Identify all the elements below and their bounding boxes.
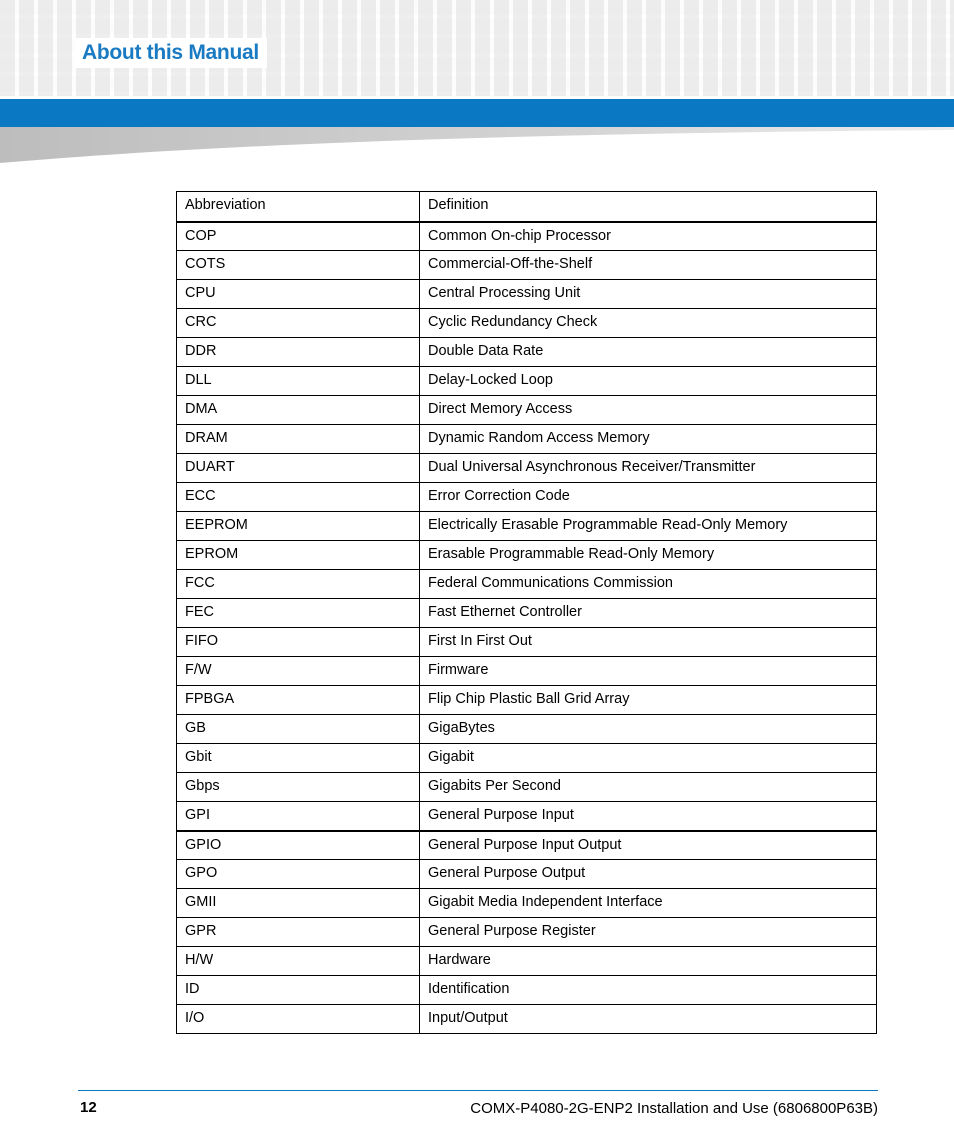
abbreviation-cell: DMA [177,396,420,425]
definition-cell: Gigabits Per Second [420,773,877,802]
header-grey-swoosh [0,127,954,163]
abbreviation-cell: GB [177,715,420,744]
table-header-row [177,192,877,222]
table-row [177,425,877,454]
abbreviation-cell: Gbit [177,744,420,773]
table-row [177,918,877,947]
definition-cell: Commercial-Off-the-Shelf [420,251,877,280]
section-title: About this Manual [74,38,267,68]
abbreviation-cell: DUART [177,454,420,483]
definition-cell: Central Processing Unit [420,280,877,309]
definition-cell: Cyclic Redundancy Check [420,309,877,338]
header-blue-band [0,99,954,127]
abbreviation-cell: FCC [177,570,420,599]
abbreviation-cell: GPIO [177,831,420,860]
abbreviation-cell: DDR [177,338,420,367]
definition-cell: Identification [420,976,877,1005]
table-row [177,744,877,773]
abbreviation-cell: CRC [177,309,420,338]
abbreviation-cell: FEC [177,599,420,628]
abbreviation-cell: DLL [177,367,420,396]
abbreviation-cell: F/W [177,657,420,686]
table-row [177,338,877,367]
definition-cell: Federal Communications Commission [420,570,877,599]
table-row [177,309,877,338]
definition-cell: General Purpose Register [420,918,877,947]
abbreviation-table [176,191,877,1034]
page-number: 12 [80,1099,97,1116]
abbreviation-cell: DRAM [177,425,420,454]
table-row [177,947,877,976]
definition-cell: Erasable Programmable Read-Only Memory [420,541,877,570]
table-row [177,367,877,396]
table-row [177,628,877,657]
table-row [177,1005,877,1034]
abbreviation-cell: COTS [177,251,420,280]
table-row [177,773,877,802]
table-row [177,715,877,744]
table-row [177,251,877,280]
table-row [177,396,877,425]
abbreviation-cell: H/W [177,947,420,976]
definition-cell: General Purpose Input Output [420,831,877,860]
definition-cell: General Purpose Output [420,860,877,889]
abbreviation-cell: ECC [177,483,420,512]
definition-cell: Gigabit Media Independent Interface [420,889,877,918]
definition-cell: Delay-Locked Loop [420,367,877,396]
definition-cell: GigaBytes [420,715,877,744]
table-row [177,976,877,1005]
table-row [177,802,877,831]
table-row [177,657,877,686]
footer-rule [78,1090,878,1091]
definition-cell: Common On-chip Processor [420,222,877,251]
definition-cell: First In First Out [420,628,877,657]
table-row [177,570,877,599]
definition-cell: Double Data Rate [420,338,877,367]
definition-cell: Dynamic Random Access Memory [420,425,877,454]
definition-cell: Hardware [420,947,877,976]
table-row [177,541,877,570]
definition-cell: Firmware [420,657,877,686]
table-row [177,454,877,483]
abbreviation-cell: FPBGA [177,686,420,715]
table-row [177,860,877,889]
abbreviation-cell: CPU [177,280,420,309]
column-header-abbreviation: Abbreviation [177,192,420,222]
abbreviation-cell: GMII [177,889,420,918]
table-row [177,222,877,251]
definition-cell: Error Correction Code [420,483,877,512]
table-body [177,222,877,1034]
table-row [177,512,877,541]
abbreviation-cell: GPI [177,802,420,831]
abbreviation-cell: EEPROM [177,512,420,541]
table-row [177,831,877,860]
definition-cell: Electrically Erasable Programmable Read-Only Memory [420,512,877,541]
abbreviation-cell: COP [177,222,420,251]
definition-cell: Flip Chip Plastic Ball Grid Array [420,686,877,715]
table-row [177,686,877,715]
definition-cell: Gigabit [420,744,877,773]
definition-cell: General Purpose Input [420,802,877,831]
definition-cell: Direct Memory Access [420,396,877,425]
abbreviation-cell: I/O [177,1005,420,1034]
definition-cell: Dual Universal Asynchronous Receiver/Transmitter [420,454,877,483]
definition-cell: Input/Output [420,1005,877,1034]
abbreviation-cell: GPR [177,918,420,947]
column-header-definition: Definition [420,192,877,222]
abbreviation-cell: Gbps [177,773,420,802]
abbreviation-cell: ID [177,976,420,1005]
table-row [177,599,877,628]
abbreviation-cell: FIFO [177,628,420,657]
document-title: COMX-P4080-2G-ENP2 Installation and Use (6806800P63B) [470,1100,878,1117]
table-row [177,889,877,918]
abbreviation-cell: EPROM [177,541,420,570]
abbreviation-cell: GPO [177,860,420,889]
table-row [177,280,877,309]
definition-cell: Fast Ethernet Controller [420,599,877,628]
table-row [177,483,877,512]
